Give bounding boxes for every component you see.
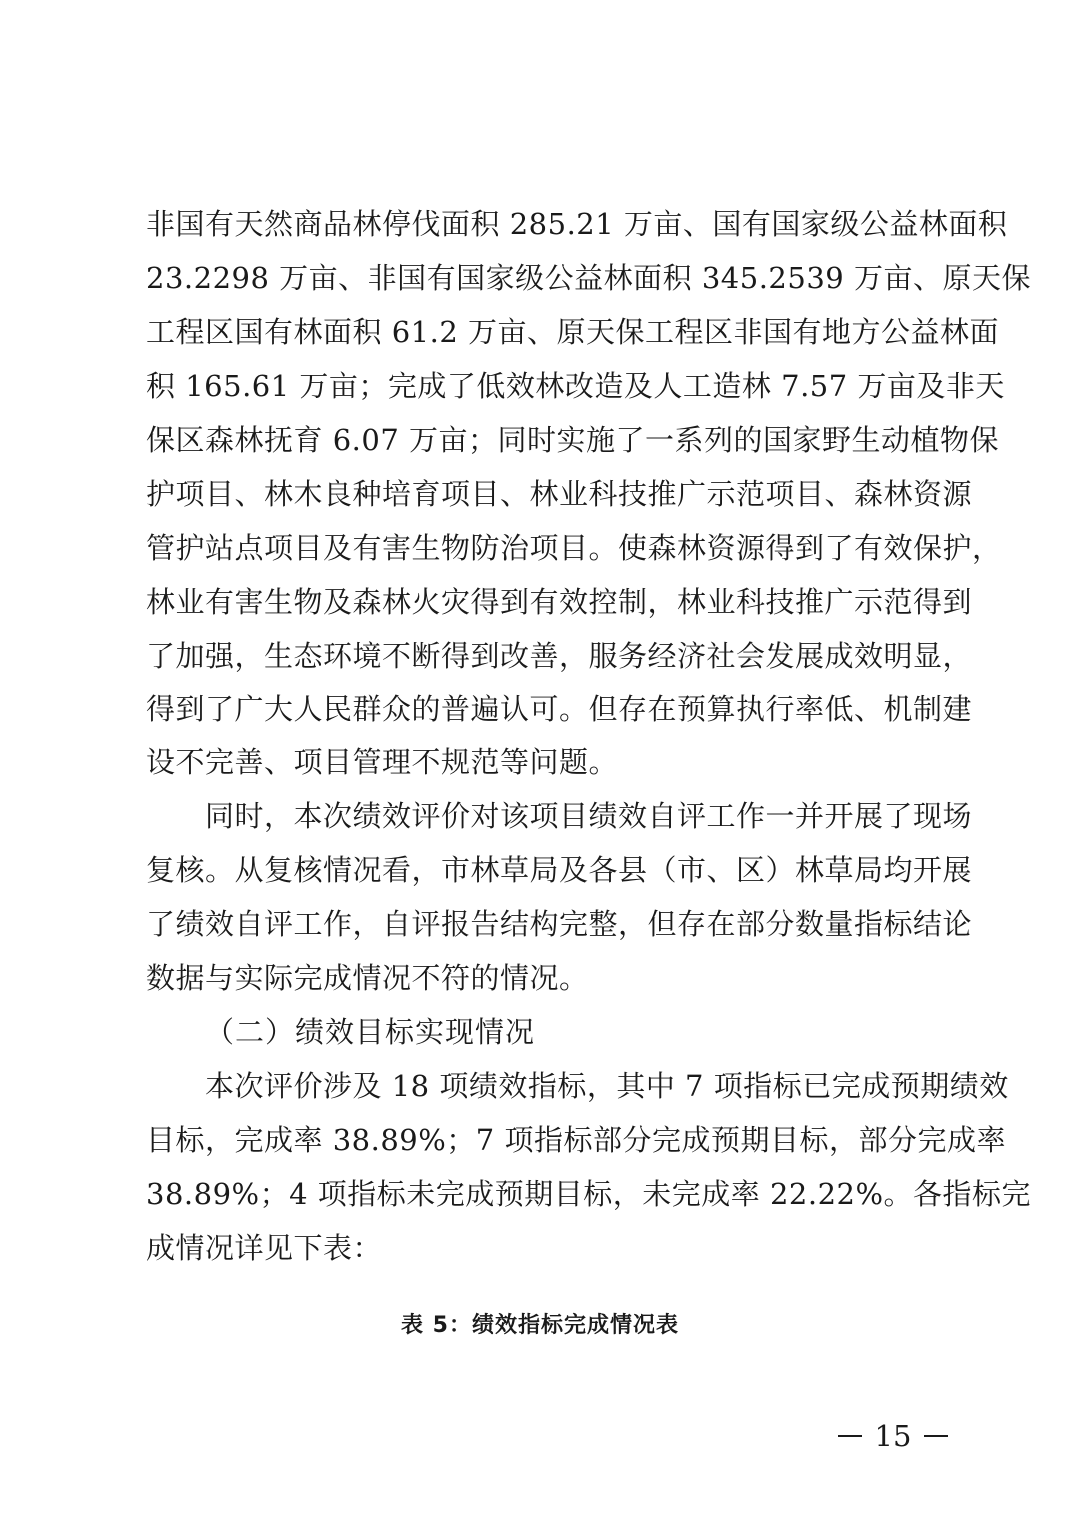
paragraph-1-line-3: 工程区国有林面积 61.2 万亩、原天保工程区非国有地方公益林面	[146, 315, 1000, 349]
paragraph-1-line-2: 23.2298 万亩、非国有国家级公益林面积 345.2539 万亩、原天保	[146, 261, 1031, 295]
paragraph-3-line-1: 本次评价涉及 18 项绩效指标，其中 7 项指标已完成预期绩效	[205, 1069, 1009, 1103]
paragraph-1-line-7: 管护站点项目及有害生物防治项目。使森林资源得到了有效保护，	[146, 531, 1002, 565]
paragraph-1-line-4: 积 165.61 万亩；完成了低效林改造及人工造林 7.57 万亩及非天	[146, 369, 1005, 403]
paragraph-3-line-2: 目标，完成率 38.89%；7 项指标部分完成预期目标，部分完成率	[146, 1123, 1006, 1157]
paragraph-1-line-1: 非国有天然商品林停伐面积 285.21 万亩、国有国家级公益林面积	[146, 207, 1008, 241]
paragraph-3-line-4: 成情况详见下表：	[146, 1231, 383, 1265]
table-caption: 表 5：绩效指标完成情况表	[401, 1313, 679, 1338]
paragraph-2-line-1: 同时，本次绩效评价对该项目绩效自评工作一并开展了现场	[205, 799, 973, 833]
paragraph-2-line-2: 复核。从复核情况看，市林草局及各县（市、区）林草局均开展	[146, 853, 973, 887]
paragraph-2-line-3: 了绩效自评工作，自评报告结构完整，但存在部分数量指标结论	[146, 907, 973, 941]
paragraph-1-line-8: 林业有害生物及森林火灾得到有效控制，林业科技推广示范得到	[146, 585, 973, 619]
section-heading: （二）绩效目标实现情况	[205, 1015, 536, 1049]
right-dash	[924, 1435, 948, 1437]
page-number-footer	[838, 1418, 948, 1454]
paragraph-3-line-3: 38.89%；4 项指标未完成预期目标，未完成率 22.22%。各指标完	[146, 1177, 1032, 1211]
paragraph-2-line-4: 数据与实际完成情况不符的情况。	[146, 961, 589, 995]
paragraph-1-line-5: 保区森林抚育 6.07 万亩；同时实施了一系列的国家野生动植物保	[146, 423, 1000, 457]
paragraph-1-line-6: 护项目、林木良种培育项目、林业科技推广示范项目、森林资源	[146, 477, 973, 511]
paragraph-1-line-9: 了加强，生态环境不断得到改善，服务经济社会发展成效明显，	[146, 639, 973, 673]
paragraph-1-line-11: 设不完善、项目管理不规范等问题。	[146, 745, 619, 779]
paragraph-1-line-10: 得到了广大人民群众的普遍认可。但存在预算执行率低、机制建	[146, 692, 973, 726]
page-number: 15	[874, 1419, 912, 1453]
left-dash	[838, 1435, 862, 1437]
